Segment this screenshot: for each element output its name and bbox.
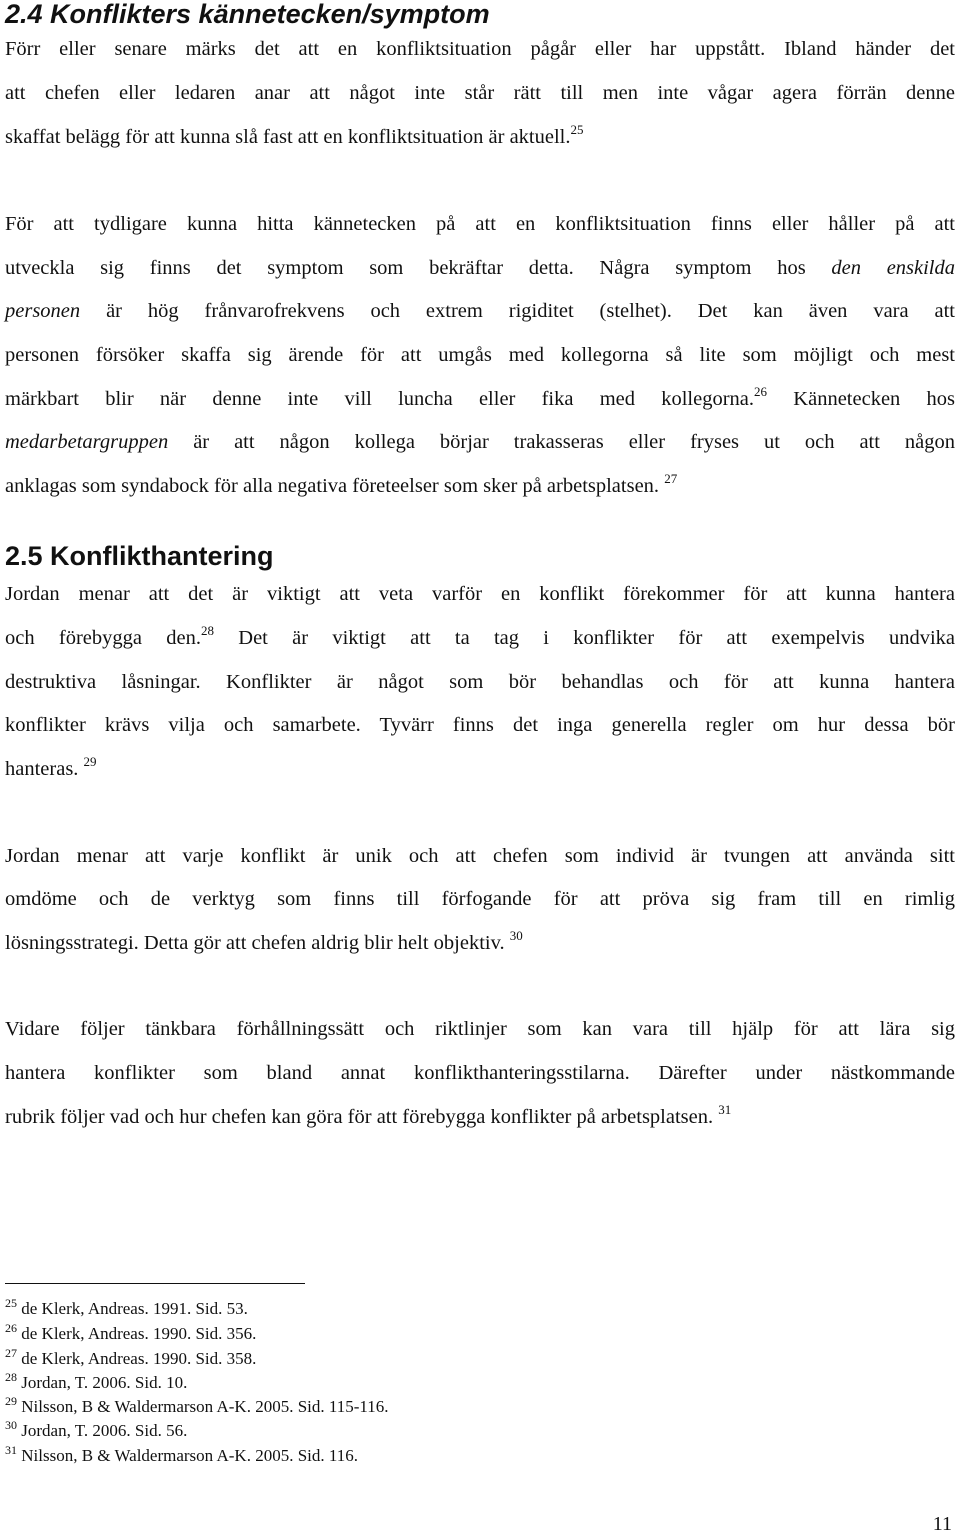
section-heading-2-4: 2.4 Konflikters kännetecken/symptom [5,0,490,29]
footnote-29: $^{29}$ Nilsson, B & Waldermarson A-K. 2005. Sid. 115-116. [5,1394,389,1416]
text-line: utveckla sig finns det symptom som bekräftar detta. Några symptom hos den enskilda [5,257,956,279]
footnote-25: $^{25}$ de Klerk, Andreas. 1991. Sid. 53. [5,1296,248,1318]
text-line: Jordan menar att varje konflikt är unik och att chefen som individ är tvungen att använda sitt [5,845,955,867]
footnote-30: $^{30}$ Jordan, T. 2006. Sid. 56. [5,1418,188,1440]
text-line: destruktiva låsningar. Konflikter är något som bör behandlas och för att kunna hantera [5,671,955,693]
text-line: och förebygga den.$^{28}$ Det är viktigt att ta tag i konflikter för att exempelvis undvika [5,623,956,649]
footnote-ref: 25 [570,122,584,137]
text-line: Jordan menar att det är viktigt att veta varför en konflikt förekommer för att kunna hantera [5,583,955,605]
footnote-26: $^{26}$ de Klerk, Andreas. 1990. Sid. 356. [5,1321,257,1343]
text-line: personen försöker skaffa sig ärende för att umgås med kollegorna så lite som möjligt och mest [5,344,955,366]
footnote-separator [5,1283,305,1284]
page-number: 11 [932,1513,952,1535]
text-line: konflikter krävs vilja och samarbete. Tyvärr finns det inga generella regler om hur dessa bör [5,714,955,736]
footnote-ref: 28 [200,623,214,638]
text-line: omdöme och de verktyg som finns till förfogande för att pröva sig fram till en rimlig [5,888,955,910]
text-line: För att tydligare kunna hitta kännetecken på att en konfliktsituation finns eller håller på att [5,213,955,235]
text-line: hantera konflikter som bland annat konflikthanteringsstilarna. Därefter under nästkommande [5,1062,955,1084]
footnote-ref: 29 [83,754,97,769]
text-line: personen är hög frånvarofrekvens och extrem rigiditet (stelhet). Det kan även vara att [5,300,955,322]
section-heading-2-5: 2.5 Konflikthantering [5,541,274,571]
text-line: anklagas som syndabock för alla negativa företeelser som sker på arbetsplatsen. $^{27}$ [5,471,678,497]
footnote-ref: 26 [754,384,768,399]
footnote-27: $^{27}$ de Klerk, Andreas. 1990. Sid. 358. [5,1346,257,1368]
text-line: medarbetargruppen är att någon kollega börjar trakasseras eller fryses ut och att någon [5,431,955,453]
text-line: att chefen eller ledaren anar att något inte står rätt till men inte vågar agera förrän denne [5,82,955,104]
footnote-ref: 30 [509,928,523,943]
footnote-ref: 31 [718,1102,732,1117]
text-line: märkbart blir när denne inte vill luncha eller fika med kollegorna.$^{26}$ Kännetecken hos [5,384,956,410]
text-line: hanteras. $^{29}$ [5,754,97,780]
text-line: Förr eller senare märks det att en konfliktsituation pågår eller har uppstått. Ibland händer det [5,38,955,60]
text-line: lösningsstrategi. Detta gör att chefen aldrig blir helt objektiv. $^{30}$ [5,928,523,954]
footnote-28: $^{28}$ Jordan, T. 2006. Sid. 10. [5,1370,188,1392]
text-line: rubrik följer vad och hur chefen kan göra för att förebygga konflikter på arbetsplatsen. $^{31}$ [5,1102,732,1128]
text-line: skaffat belägg för att kunna slå fast att en konfliktsituation är aktuell.$^{25}$ [5,122,584,148]
text-line: Vidare följer tänkbara förhållningssätt och riktlinjer som kan vara till hjälp för att lära sig [5,1018,955,1040]
footnote-ref: 27 [664,471,678,486]
footnote-31: $^{31}$ Nilsson, B & Waldermarson A-K. 2005. Sid. 116. [5,1443,358,1465]
